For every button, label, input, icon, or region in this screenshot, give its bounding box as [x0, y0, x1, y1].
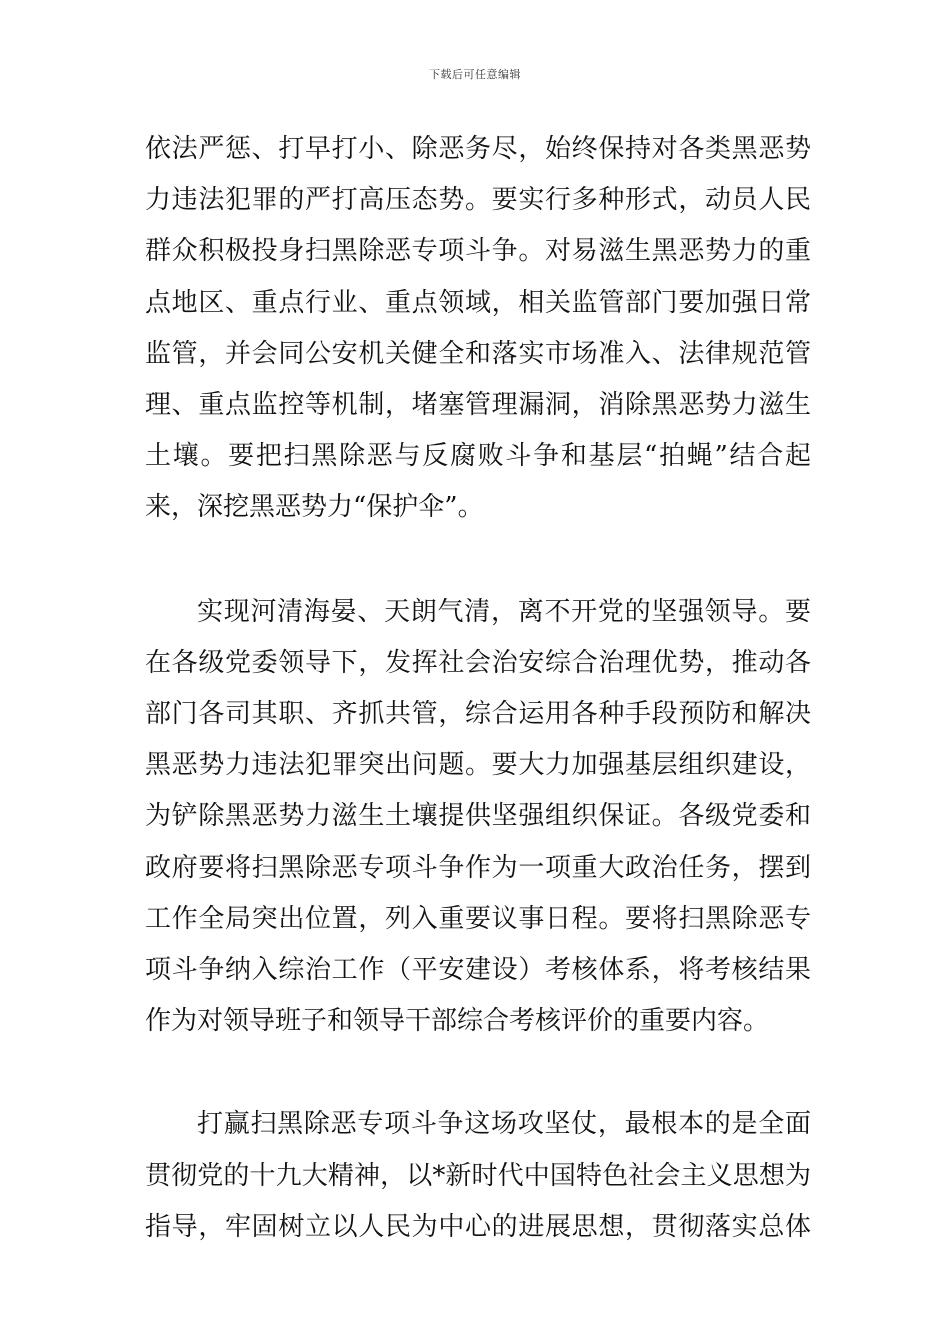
text-line: 力违法犯罪的严打高压态势。要实行多种形式，动员人民 — [145, 185, 811, 216]
text-line: 依法严惩、打早打小、除恶务尽，始终保持对各类黑恶势 — [145, 134, 811, 164]
text-line: 工作全局突出位置，列入重要议事日程。要将扫黑除恶专 — [145, 903, 811, 934]
text-line: 实现河清海晏、天朗气清，离不开党的坚强领导。要 — [197, 596, 811, 627]
text-line: 贯彻党的十九大精神，以*新时代中国特色社会主义思想为 — [145, 1160, 811, 1191]
text-line: 政府要将扫黑除恶专项斗争作为一项重大政治任务，摆到 — [145, 852, 811, 883]
paragraph-3 — [145, 1099, 811, 1253]
paragraph-spacer — [145, 1047, 811, 1099]
text-line: 土壤。要把扫黑除恶与反腐败斗争和基层“拍蝇”结合起 — [145, 441, 811, 472]
text-line: 来，深挖黑恶势力“保护伞”。 — [145, 492, 484, 523]
header-note: 下载后可任意编辑 — [429, 68, 521, 81]
paragraph-spacer — [145, 534, 811, 587]
text-line: 项斗争纳入综治工作（平安建设）考核体系，将考核结果 — [145, 955, 811, 986]
text-line: 在各级党委领导下，发挥社会治安综合治理优势，推动各 — [145, 647, 811, 678]
text-line: 点地区、重点行业、重点领域，相关监管部门要加强日常 — [145, 287, 811, 318]
text-line: 作为对领导班子和领导干部综合考核评价的重要内容。 — [145, 1006, 770, 1037]
text-line: 黑恶势力违法犯罪突出问题。要大力加强基层组织建设， — [145, 750, 811, 781]
text-line: 群众积极投身扫黑除恶专项斗争。对易滋生黑恶势力的重 — [145, 236, 811, 267]
text-line: 打赢扫黑除恶专项斗争这场攻坚仗，最根本的是全面 — [197, 1109, 811, 1140]
text-line: 监管，并会同公安机关健全和落实市场准入、法律规范管 — [145, 338, 811, 369]
document-body — [145, 124, 811, 1253]
text-line: 部门各司其职、齐抓共管，综合运用各种手段预防和解决 — [145, 699, 811, 730]
text-line: 理、重点监控等机制，堵塞管理漏洞，消除黑恶势力滋生 — [145, 390, 811, 421]
text-line: 为铲除黑恶势力滋生土壤提供坚强组织保证。各级党委和 — [145, 801, 811, 832]
paragraph-1 — [145, 124, 811, 534]
paragraph-2 — [145, 587, 811, 1048]
text-line: 指导，牢固树立以人民为中心的进展思想，贯彻落实总体 — [145, 1211, 811, 1242]
